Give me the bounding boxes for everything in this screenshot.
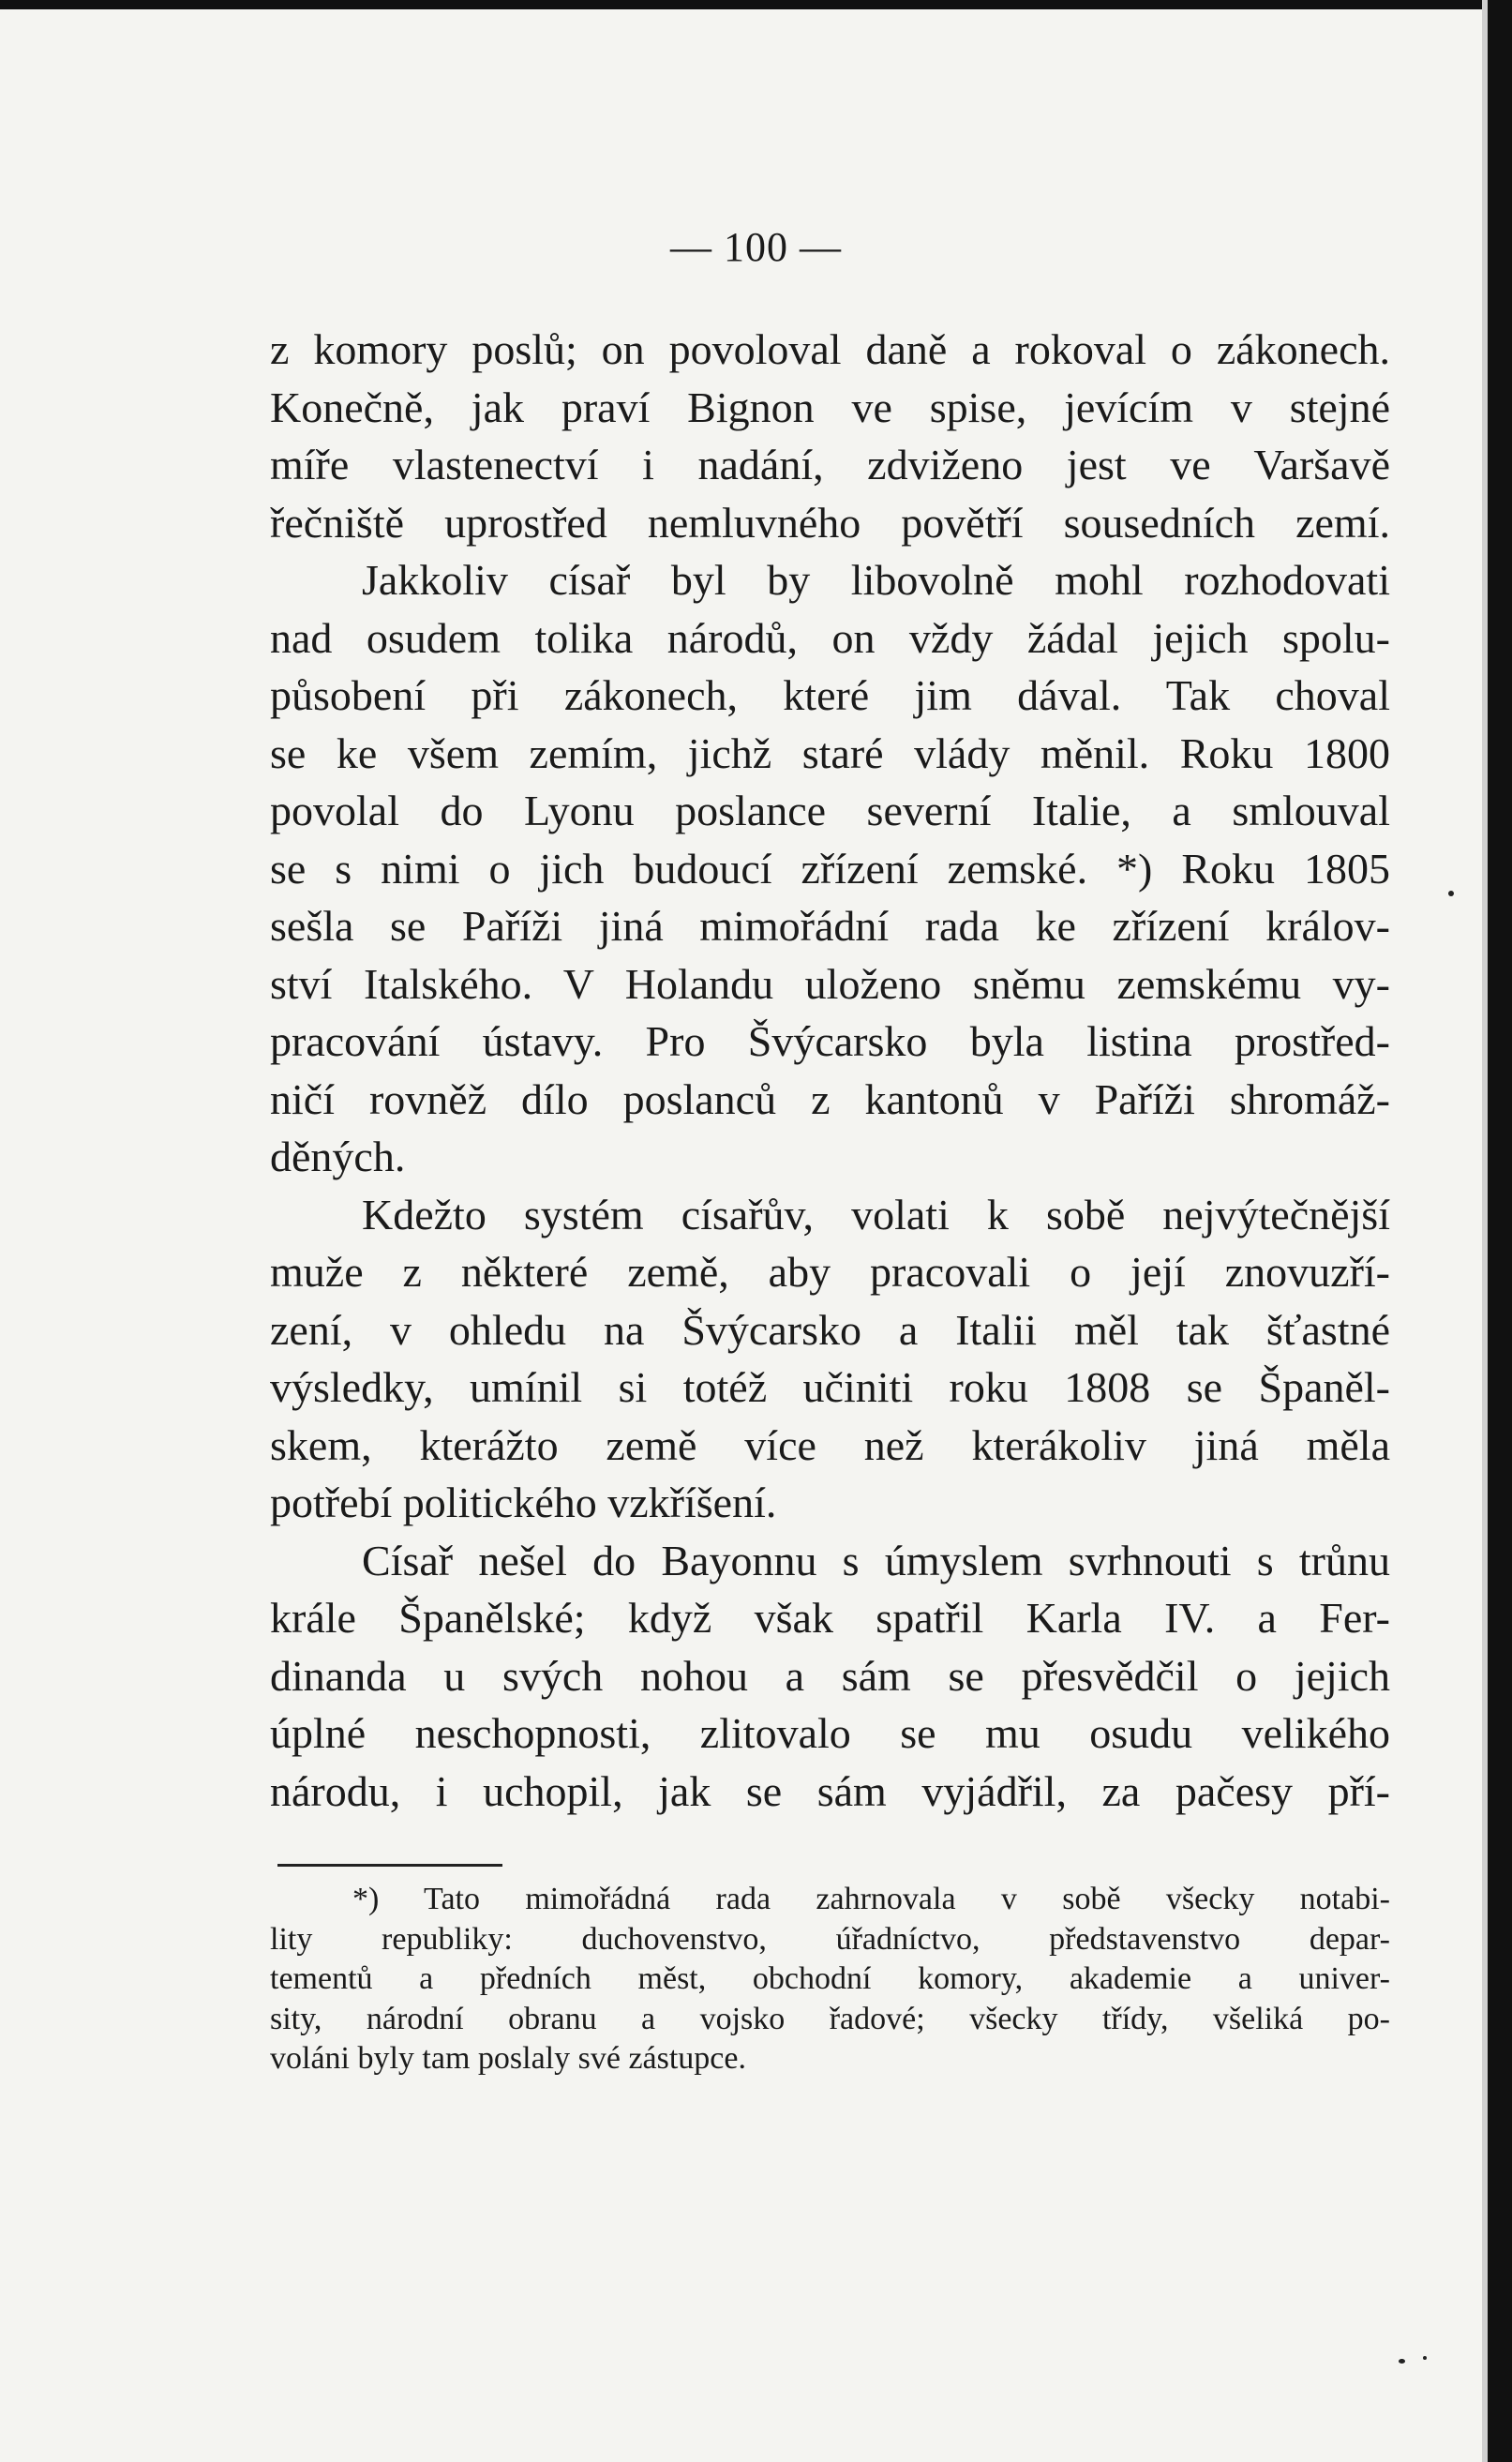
body-line: z komory poslů; on povoloval daně a rokoval o zákonech. xyxy=(270,325,1390,373)
body-line: ničí rovněž dílo poslanců z kantonů v Paříži shromáž- xyxy=(270,1074,1390,1123)
page-number: — 100 — xyxy=(670,224,842,270)
body-line: zení, v ohledu na Švýcarsko a Italii měl tak šťastné xyxy=(270,1305,1390,1354)
scan-speck xyxy=(1423,2356,1427,2360)
body-line: výsledky, umínil si totéž učiniti roku 1808 se Španěl- xyxy=(270,1363,1390,1411)
body-line: děných. xyxy=(270,1133,406,1180)
body-line: pracování ústavy. Pro Švýcarsko byla listina prostřed- xyxy=(270,1017,1390,1065)
footnote-divider xyxy=(277,1864,502,1867)
body-line: dinanda u svých nohou a sám se přesvědčil o jejich xyxy=(270,1651,1390,1700)
footnote-line: *) Tato mimořádná rada zahrnovala v sobě všecky notabi- xyxy=(352,1882,1390,1916)
body-line: povolal do Lyonu poslance severní Italie, a smlouval xyxy=(270,787,1390,834)
body-line: působení při zákonech, které jim dával. Tak choval xyxy=(270,671,1390,719)
body-line: míře vlastenectví i nadání, zdviženo jest ve Varšavě xyxy=(270,441,1390,488)
scan-speck xyxy=(1448,891,1454,896)
body-line: nad osudem tolika národů, on vždy žádal jejich spolu- xyxy=(270,613,1390,662)
body-line: se s nimi o jich budoucí zřízení zemské. *) Roku 1805 xyxy=(270,844,1390,893)
footnote xyxy=(270,1880,1390,2079)
body-line: potřebí politického vzkříšení. xyxy=(270,1479,777,1526)
scan-speck xyxy=(1399,2359,1405,2364)
body-line: sešla se Paříži jiná mimořádní rada ke zřízení králov- xyxy=(270,902,1390,950)
body-line: krále Španělské; když však spatřil Karla IV. a Fer- xyxy=(270,1594,1390,1642)
scan-border-top xyxy=(0,0,1512,9)
footnote-line: lity republiky: duchovenstvo, úřadníctvo, představenstvo depar- xyxy=(270,1921,1390,1957)
footnote-line: sity, národní obranu a vojsko řadové; všecky třídy, všeliká po- xyxy=(270,2001,1390,2036)
body-line: řečniště uprostřed nemluvného povětří sousedních zemí. xyxy=(270,498,1390,547)
body-line: se ke všem zemím, jichž staré vlády měnil. Roku 1800 xyxy=(270,728,1390,777)
body-line: skem, kterážto země více než kterákoliv jiná měla xyxy=(270,1420,1390,1469)
body-text xyxy=(270,321,1390,1820)
body-line: Jakkoliv císař byl by libovolně mohl rozhodovati xyxy=(362,556,1390,604)
body-line: národu, i uchopil, jak se sám vyjádřil, za pačesy pří- xyxy=(270,1766,1390,1815)
body-line: Kdežto systém císařův, volati k sobě nejvýtečnější xyxy=(362,1190,1390,1239)
body-line: úplné neschopnosti, zlitovalo se mu osudu velikého xyxy=(270,1709,1390,1757)
scan-border-right xyxy=(1488,0,1512,2462)
footnote-line: voláni byly tam poslaly své zástupce. xyxy=(270,2041,746,2076)
body-line: Císař nešel do Bayonnu s úmyslem svrhnouti s trůnu xyxy=(362,1536,1390,1584)
body-line: ství Italského. V Holandu uloženo sněmu zemskému vy- xyxy=(270,959,1390,1008)
footnote-line: tementů a předních měst, obchodní komory, akademie a univer- xyxy=(270,1961,1390,1996)
body-line: Konečně, jak praví Bignon ve spise, jevícím v stejné xyxy=(270,383,1390,431)
body-line: muže z některé země, aby pracovali o její znovuzří- xyxy=(270,1248,1390,1296)
